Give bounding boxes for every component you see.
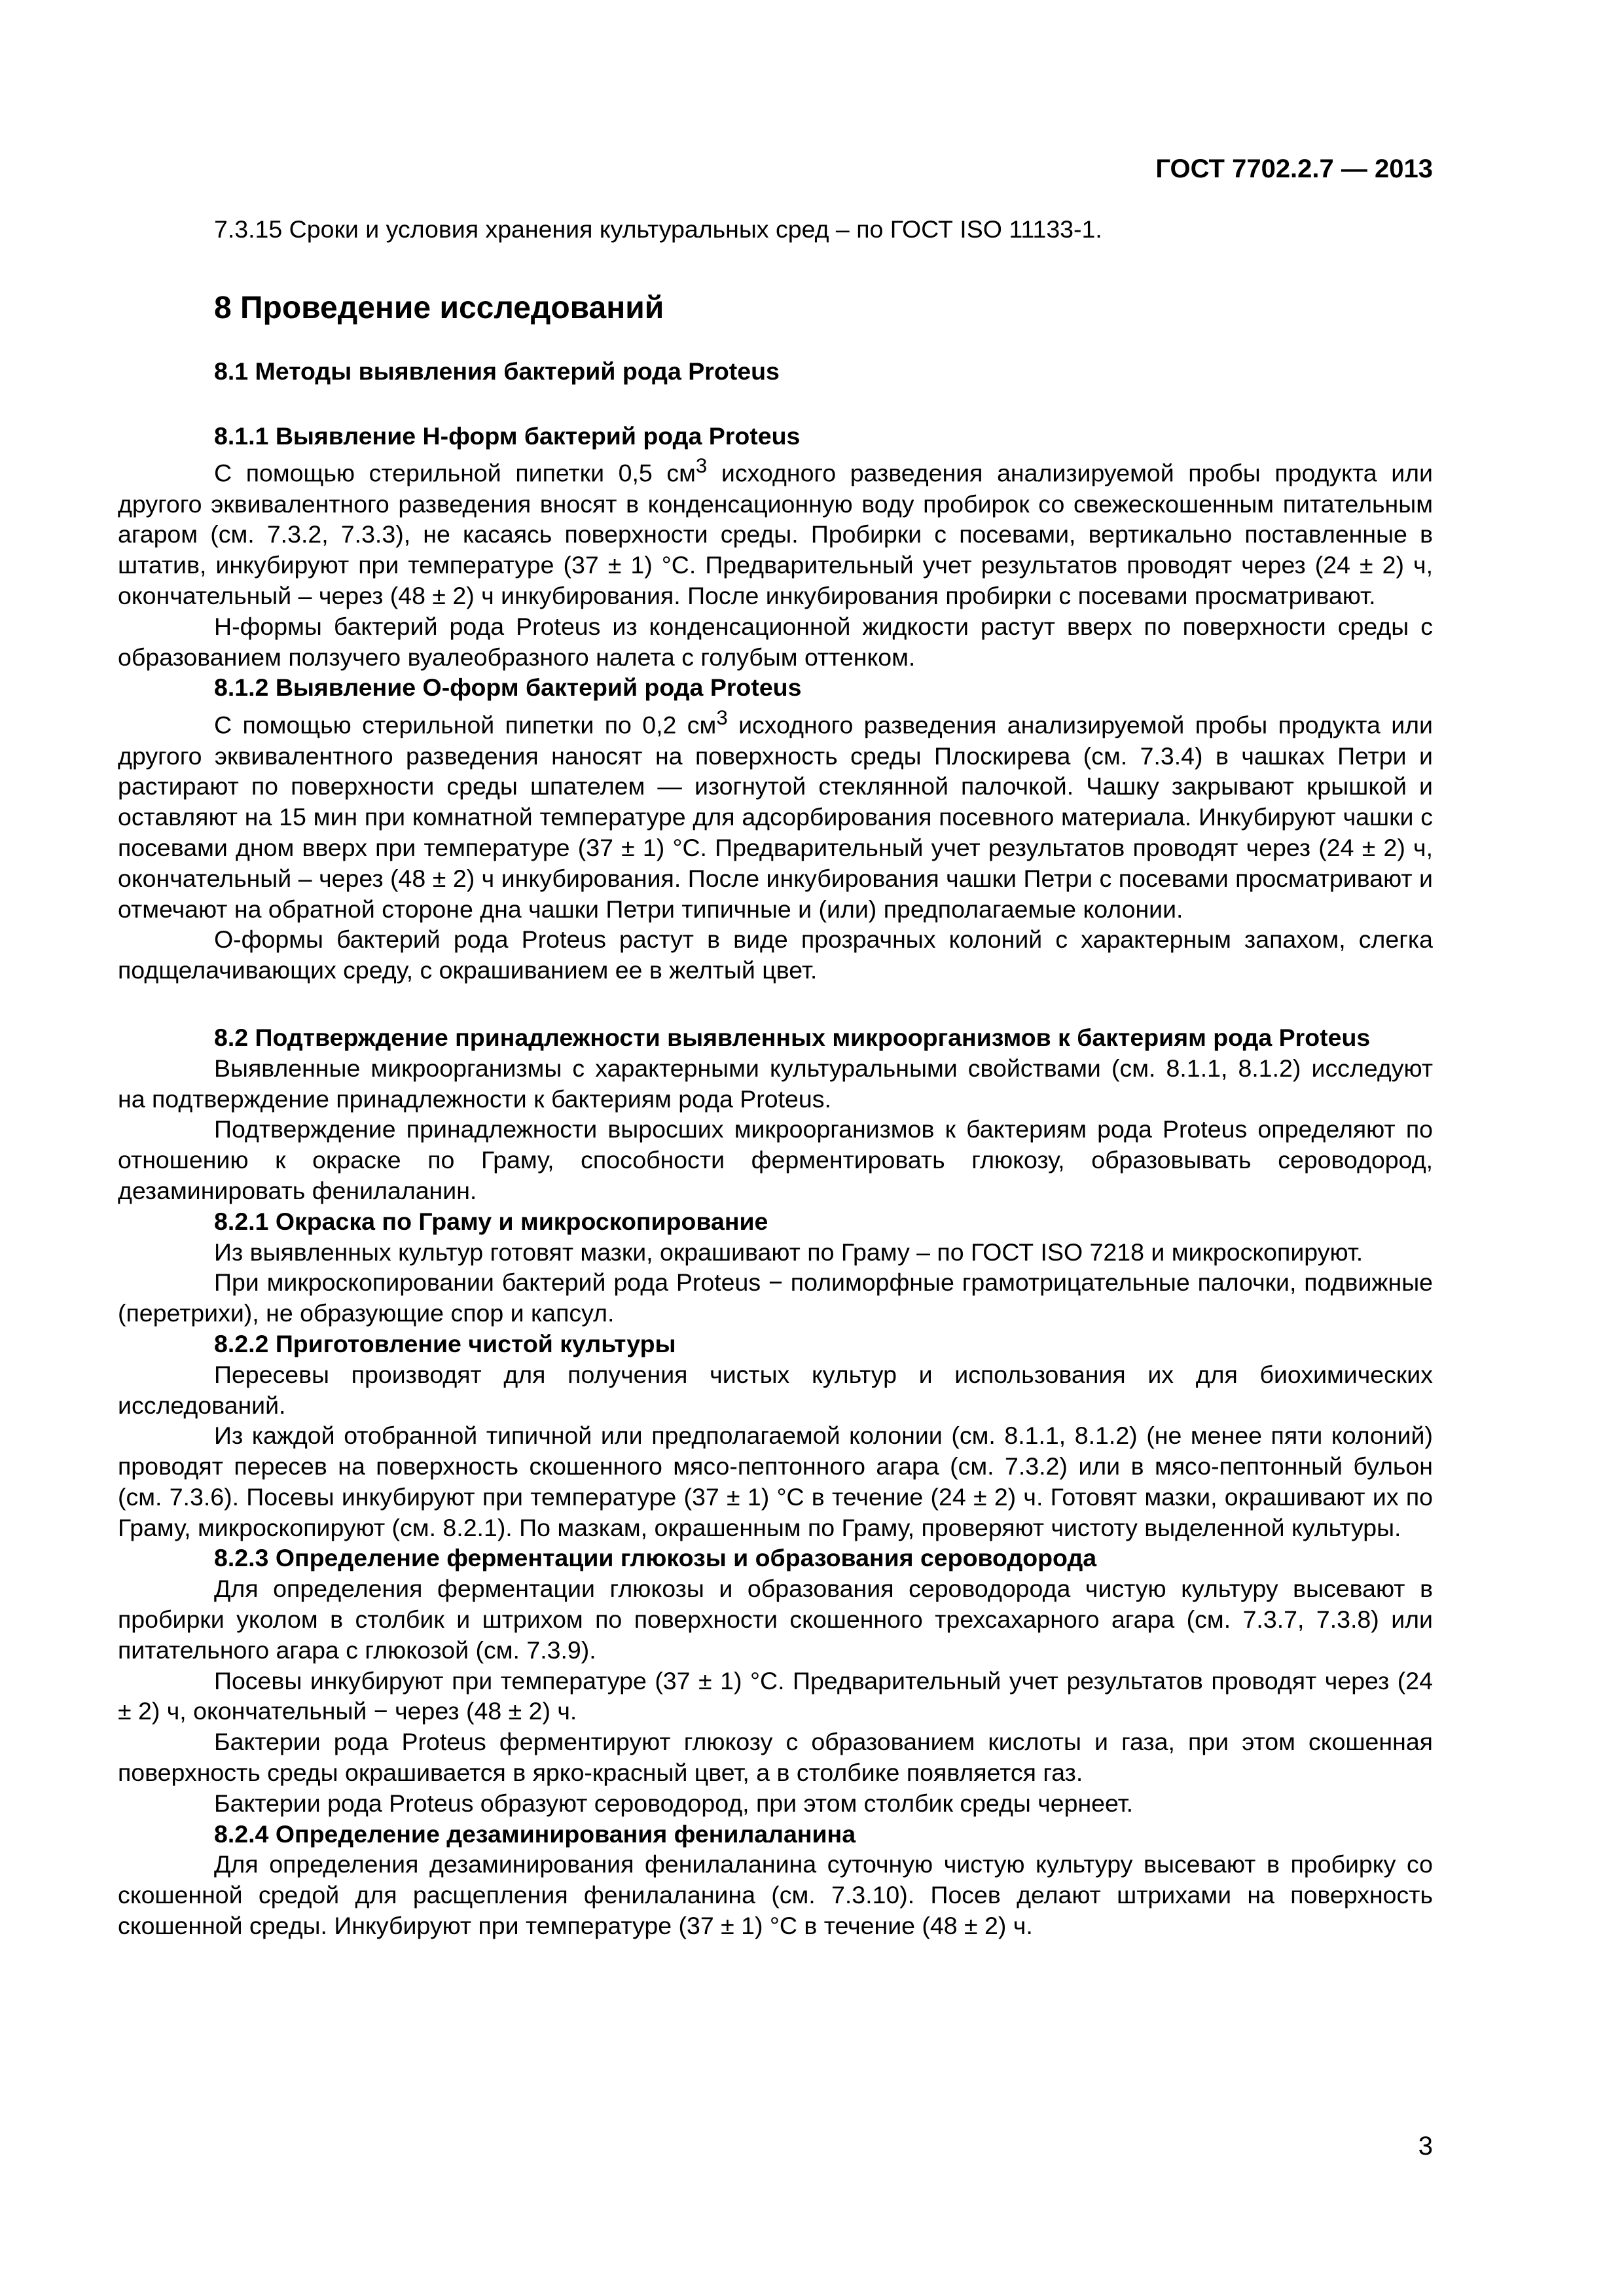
subsection-heading-8-1-2: 8.1.2 Выявление О-форм бактерий рода Proteus [214,673,802,702]
subsection-heading-8-2-2: 8.2.2 Приготовление чистой культуры [214,1329,676,1357]
paragraph-8-2-3-h2s-result: Бактерии рода Proteus образуют сероводород, при этом столбик среды чернеет. [214,1789,1134,1817]
paragraph-8-2-1-result: При микроскопировании бактерий рода Proteus − полиморфные грамотрицательные палочки, подвижные (перетрихи), не образующие спор и капсул. [118,1268,1433,1327]
subsection-heading-8-1: 8.1 Методы выявления бактерий рода Proteus [214,357,780,385]
paragraph-8-1-2-result: О-формы бактерий рода Proteus растут в виде прозрачных колоний с характерным запахом, слегка подщелачивающих среду, с окрашиванием ее в желтый цвет. [118,925,1433,984]
paragraph-8-2-4-method: Для определения дезаминирования фенилаланина суточную чистую культуру высевают в пробирку со скошенной средой для расщепления фенилаланина (см. 7.3.10). Посев делают штрихами на поверхность скошенной среды. Инкубируют при температуре (37 ± 1) °С в течение (48 ± 2) ч. [118,1850,1433,1940]
paragraph-8-2-3-incubation: Посевы инкубируют при температуре (37 ± 1) °С. Предварительный учет результатов проводят через (24 ± 2) ч, окончательный − через (48 ± 2) ч. [118,1666,1433,1725]
subsection-heading-8-1-1: 8.1.1 Выявление Н-форм бактерий рода Proteus [214,422,801,450]
paragraph-7-3-15: 7.3.15 Сроки и условия хранения культуральных сред – по ГОСТ ISO 11133-1. [214,215,1102,243]
section-heading-8: 8 Проведение исследований [214,290,664,325]
page-number: 3 [1418,2132,1433,2161]
standard-number-header: ГОСТ 7702.2.7 — 2013 [1155,154,1433,183]
subsection-heading-8-2: 8.2 Подтверждение принадлежности выявленных микроорганизмов к бактериям рода Proteus [214,1023,1371,1051]
paragraph-8-1-1-method: С помощью стерильной пипетки 0,5 $см^3$ исходного разведения анализируемой пробы продукта или другого эквивалентного разведения вносят в конденсационную воду пробирок со свежескошенным питательным агаром (см. 7.3.2, 7.3.3), не касаясь поверхности среды. Пробирки с посевами, вертикально поставленные в штатив, инкубируют при температуре (37 ± 1) °С. Предварительный учет результатов проводят через (24 ± 2) ч, окончательный – через (48 ± 2) ч инкубирования. После инкубирования пробирки с посевами просматривают. [118,454,1433,610]
document-body [118,214,1433,1941]
superscript-3: 3 [695,454,708,478]
paragraph-8-2-3-method: Для определения ферментации глюкозы и образования сероводорода чистую культуру высевают в пробирки уколом в столбик и штрихом по поверхности скошенного трехсахарного агара (см. 7.3.7, 7.3.8) или питательного агара с глюкозой (см. 7.3.9). [118,1575,1433,1664]
paragraph-8-2-intro: Выявленные микроорганизмы с характерными культуральными свойствами (см. 8.1.1, 8.1.2) исследуют на подтверждение принадлежности к бактериям рода Proteus. [118,1054,1433,1113]
subsection-heading-8-2-4: 8.2.4 Определение дезаминирования фенилаланина [214,1820,856,1848]
paragraph-8-2-2-purpose: Пересевы производят для получения чистых культур и использования их для биохимических исследований. [118,1360,1433,1419]
superscript-3: 3 [716,706,728,730]
paragraph-8-2-criteria: Подтверждение принадлежности выросших микроорганизмов к бактериям рода Proteus определяют по отношению к окраске по Граму, способности ферментировать глюкозу, образовывать сероводород, дезаминировать фенилаланин. [118,1115,1433,1204]
paragraph-8-2-3-glucose-result: Бактерии рода Proteus ферментируют глюкозу с образованием кислоты и газа, при этом скошенная поверхность среды окрашивается в ярко-красный цвет, а в столбике появляется газ. [118,1728,1433,1787]
paragraph-8-2-1-smears: Из выявленных культур готовят мазки, окрашивают по Граму – по ГОСТ ISO 7218 и микроскопируют. [214,1238,1363,1266]
subsection-heading-8-2-3: 8.2.3 Определение ферментации глюкозы и образования сероводорода [214,1544,1097,1572]
paragraph-8-1-2-method: С помощью стерильной пипетки по 0,2 $см^3$ исходного разведения анализируемой пробы продукта или другого эквивалентного разведения наносят на поверхность среды Плоскирева (см. 7.3.4) в чашках Петри и растирают по поверхности среды шпателем — изогнутой стеклянной палочкой. Чашку закрывают крышкой и оставляют на 15 мин при комнатной температуре для адсорбирования посевного материала. Инкубируют чашки с посевами дном вверх при температуре (37 ± 1) °С. Предварительный учет результатов проводят через (24 ± 2) ч, окончательный – через (48 ± 2) ч инкубирования. После инкубирования чашки Петри с посевами просматривают и отмечают на обратной стороне дна чашки Петри типичные и (или) предполагаемые колонии. [118,706,1433,923]
paragraph-8-1-1-result: Н-формы бактерий рода Proteus из конденсационной жидкости растут вверх по поверхности среды с образованием ползучего вуалеобразного налета с голубым оттенком. [118,612,1433,671]
subsection-heading-8-2-1: 8.2.1 Окраска по Граму и микроскопирование [214,1207,768,1235]
paragraph-8-2-2-method: Из каждой отобранной типичной или предполагаемой колонии (см. 8.1.1, 8.1.2) (не менее пяти колоний) проводят пересев на поверхность скошенного мясо-пептонного агара (см. 7.3.2) или в мясо-пептонный бульон (см. 7.3.6). Посевы инкубируют при температуре (37 ± 1) °С в течение (24 ± 2) ч. Готовят мазки, окрашивают их по Граму, микроскопируют (см. 8.2.1). По мазкам, окрашенным по Граму, проверяют чистоту выделенной культуры. [118,1422,1433,1541]
